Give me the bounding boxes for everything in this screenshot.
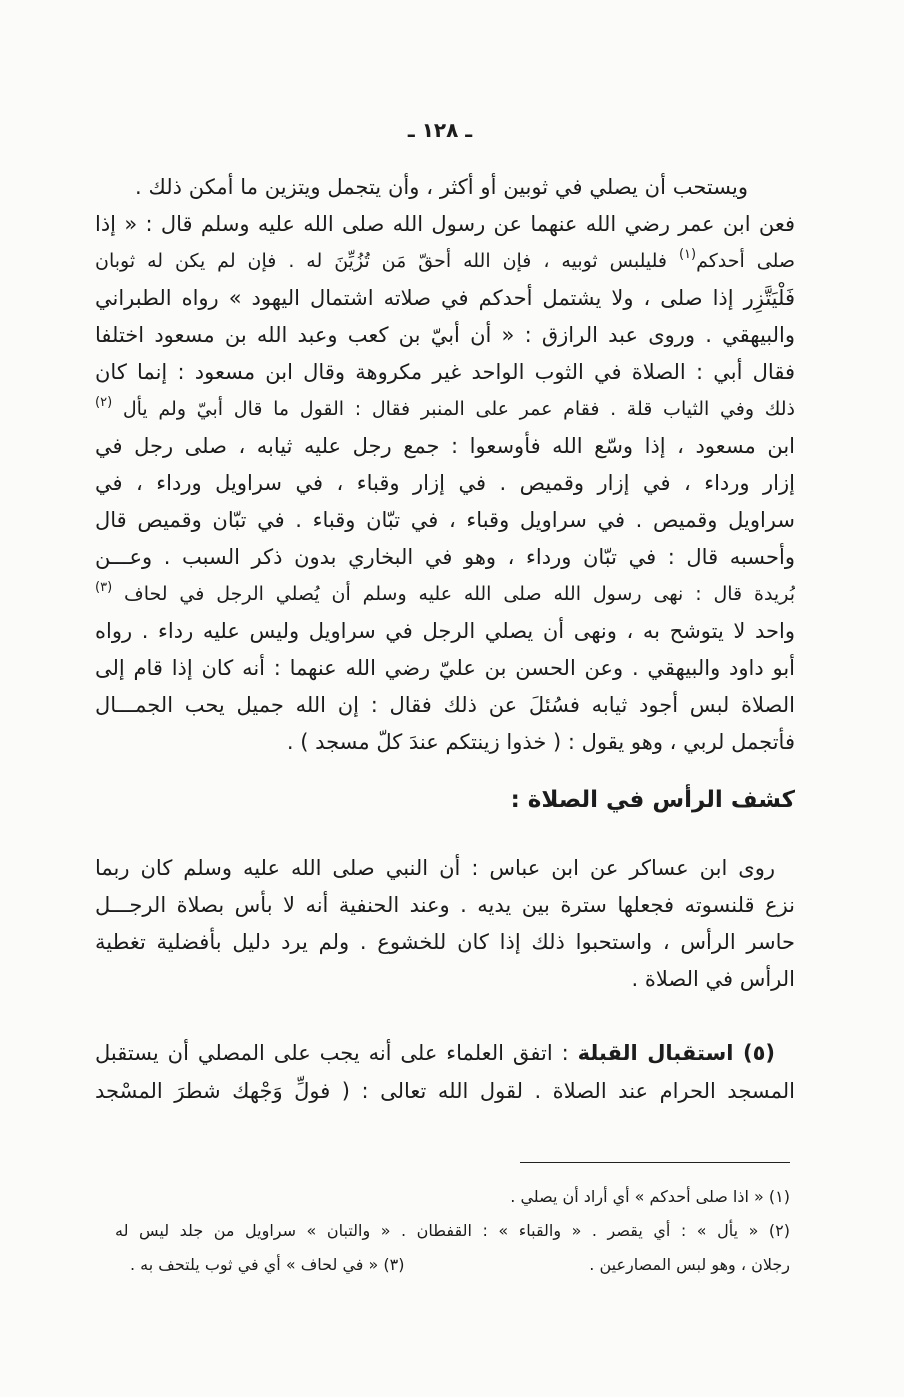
footnote-2-continued: رجلان ، وهو لبس المصارعين . xyxy=(589,1255,790,1274)
footnote-1: (١) « اذا صلى أحدكم » أي أراد أن يصلي . xyxy=(510,1187,790,1206)
text-line: أبو داود والبيهقي . وعن الحسن بن عليّ رضي الله عنهما : أنه كان إذا قام إلى xyxy=(95,656,795,680)
footnote-ref-3: (٣) xyxy=(95,580,113,595)
text-line: والبيهقي . وروى عبد الرازق : « أن أبيّ بن كعب وعبد الله بن مسعود اختلفا xyxy=(95,323,795,347)
footnote-separator xyxy=(520,1162,790,1163)
text-line xyxy=(95,243,795,280)
footnotes xyxy=(115,1180,790,1282)
text-line xyxy=(95,1034,795,1072)
text-line: سراويل وقميص . في سراويل وقباء ، في تبّان وقباء . في تبّان وقميص قال xyxy=(95,508,795,532)
text-line: فأتجمل لربي ، وهو يقول : ( خذوا زينتكم عندَ كلّ مسجد ) . xyxy=(286,730,795,754)
text-line: واحد لا يتوشح به ، ونهى أن يصلي الرجل في سراويل وليس عليه رداء . رواه xyxy=(95,619,795,643)
text-line: الرأس في الصلاة . xyxy=(631,967,795,991)
footnote-ref-1: (١) xyxy=(678,247,697,262)
text-line: الصلاة لبس أجود ثيابه فسُئلَ عن ذلك فقال : إن الله جميل يحب الجمـــال xyxy=(95,693,795,717)
text-line: روى ابن عساكر عن ابن عباس : أن النبي صلى الله عليه وسلم كان ربما xyxy=(95,856,775,880)
text-line: فقال أبي : الصلاة في الثوب الواحد غير مكروهة وقال ابن مسعود : إنما كان xyxy=(95,360,795,384)
text-line: فعن ابن عمر رضي الله عنهما عن رسول الله صلى الله عليه وسلم قال : « إذا xyxy=(95,212,795,236)
text-segment: فليلبس ثوبيه ، فإن الله أحقّ مَن تُزُيِّنَ له . فإن لم يكن له ثوبان xyxy=(95,250,679,272)
footnote-2: (٢) « يأل » : أي يقصر . « والقباء » : القفطان . « والتبان » سراويل من جلد ليس له xyxy=(115,1221,790,1240)
paragraph-uncovering-head xyxy=(95,850,795,998)
text-line: ويستحب أن يصلي في ثوبين أو أكثر ، وأن يتجمل ويتزين ما أمكن ذلك . xyxy=(135,175,748,199)
text-line: نزع قلنسوته فجعلها سترة بين يديه . وعند الحنفية أنه لا بأس بصلاة الرجـــل xyxy=(95,893,795,917)
text-segment: : اتفق العلماء على أنه يجب على المصلي أن يستقبل xyxy=(95,1041,578,1065)
footnote-3: (٣) « في لحاف » أي في ثوب يلتحف به . xyxy=(130,1255,405,1274)
text-line xyxy=(95,391,795,428)
paragraph-clothing xyxy=(95,169,795,761)
text-segment: بُريدة قال : نهى رسول الله صلى الله عليه وسلم أن يُصلي الرجل في لحاف xyxy=(112,583,795,605)
text-line: وأحسبه قال : في تبّان ورداء ، وهو في البخاري بدون ذكر السبب . وعـــن xyxy=(95,545,795,569)
section-heading: كشف الرأس في الصلاة : xyxy=(510,787,795,813)
text-segment: صلى أحدكم xyxy=(696,250,795,272)
text-line: حاسر الرأس ، واستحبوا ذلك إذا كان للخشوع . ولم يرد دليل بأفضلية تغطية xyxy=(95,930,795,954)
text-line: ابن مسعود ، إذا وسّع الله فأوسعوا : جمع رجل عليه ثيابه ، صلى رجل في xyxy=(95,434,795,458)
footnote-line xyxy=(115,1248,790,1282)
page-number: ـ ١٢٨ ـ xyxy=(407,118,473,142)
paragraph-qibla xyxy=(95,1034,795,1110)
text-line: فَلْيَتَّزِر إذا صلى ، ولا يشتمل أحدكم في صلاته اشتمال اليهود » رواه الطبراني xyxy=(95,286,795,310)
text-line: إزار ورداء ، في إزار وقميص . في إزار وقباء ، في سراويل ورداء ، في xyxy=(95,471,795,495)
footnote-ref-2: (٢) xyxy=(95,395,113,410)
text-segment: ذلك وفي الثياب قلة . فقام عمر على المنبر فقال : القول ما قال أبيّ ولم يأل xyxy=(112,398,795,420)
text-line: المسجد الحرام عند الصلاة . لقول الله تعالى : ( فولِّ وَجْهك شطرَ المسْجد xyxy=(95,1079,795,1103)
section-lead-title: (٥) استقبال القبلة xyxy=(577,1041,775,1065)
text-line xyxy=(95,576,795,613)
